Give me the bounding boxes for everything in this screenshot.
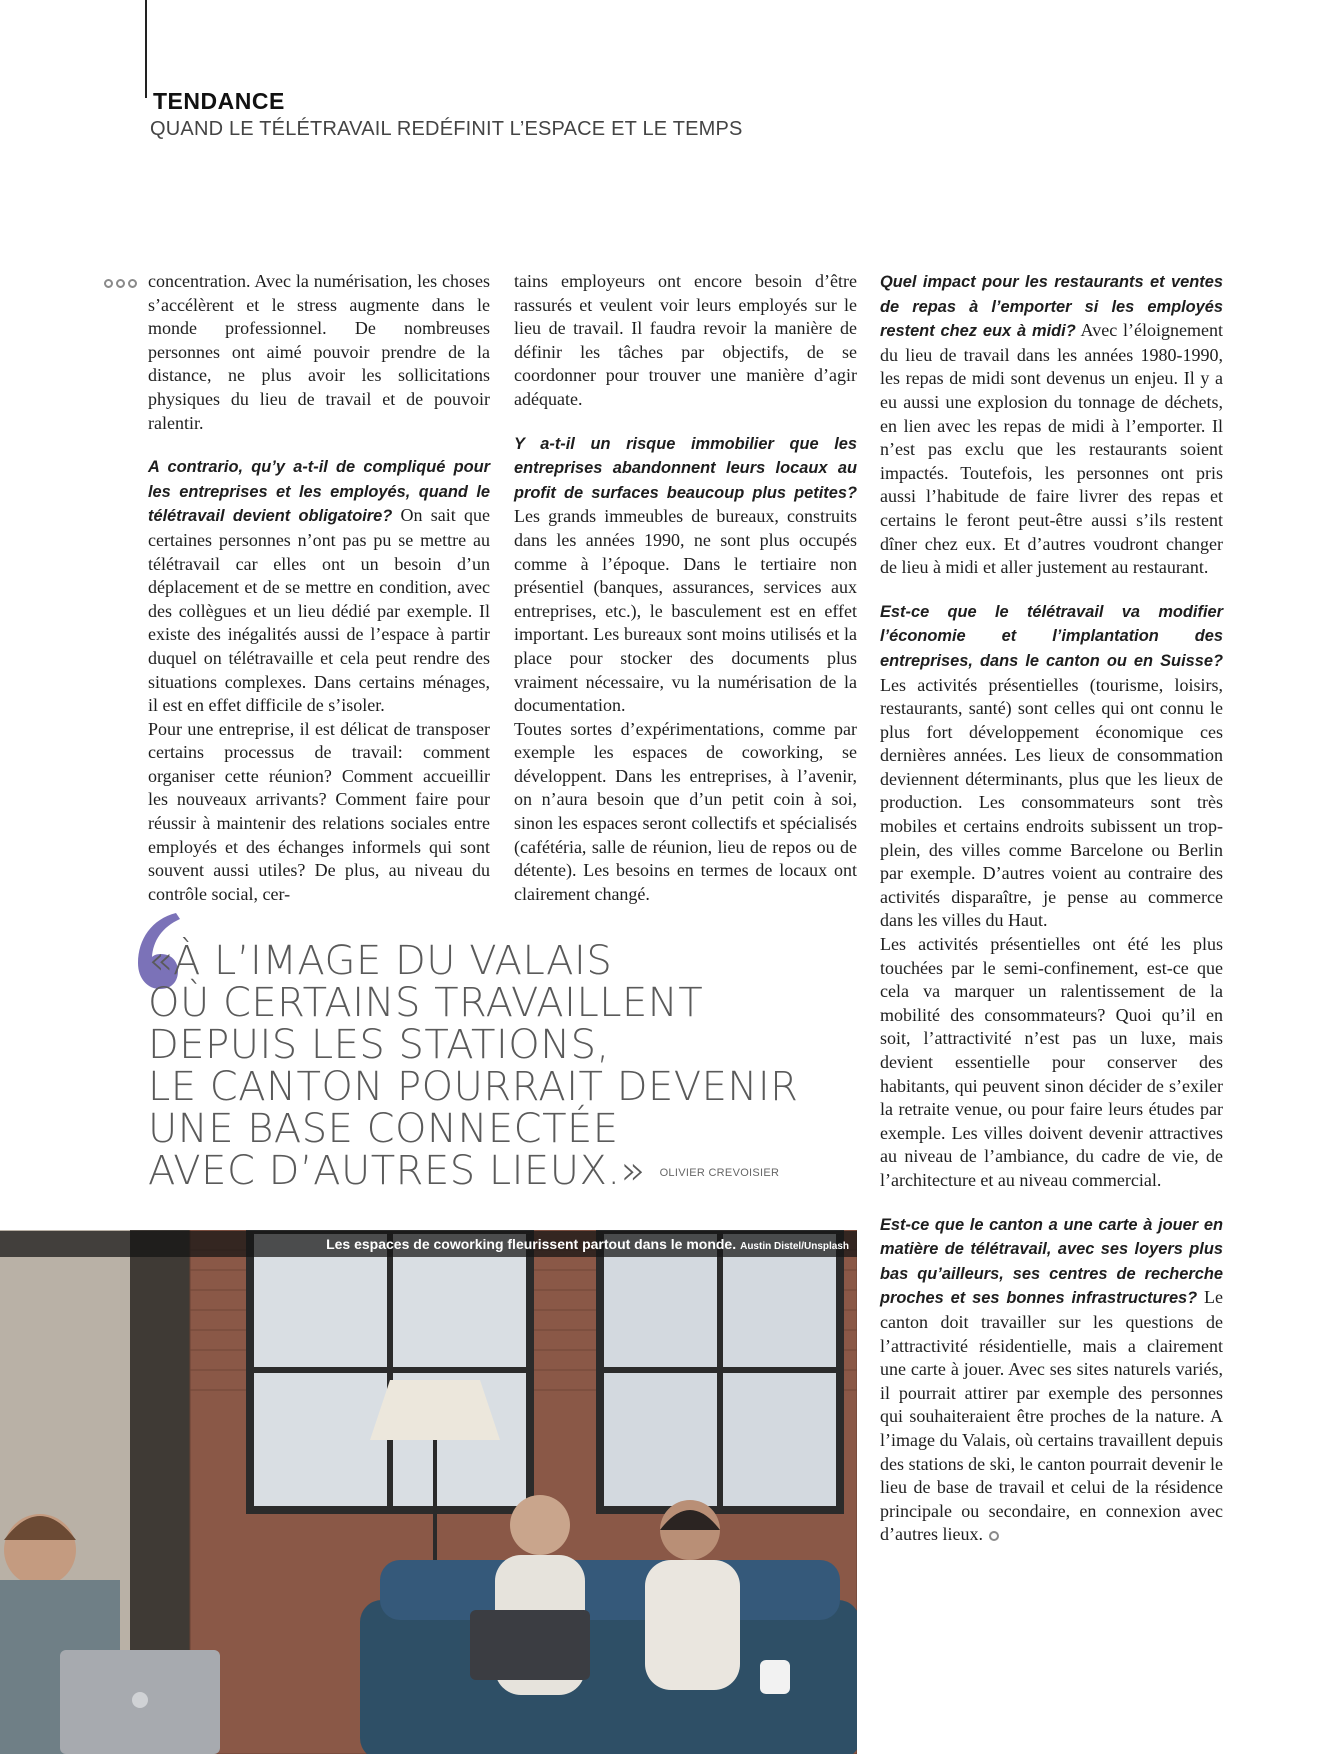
article-column-1 xyxy=(148,270,490,906)
continuation-dots-icon xyxy=(104,279,137,288)
pull-quote-author: OLIVIER CREVOISIER xyxy=(659,1167,780,1179)
qa-block xyxy=(880,1213,1223,1547)
section-kicker: TENDANCE xyxy=(153,88,285,114)
pull-quote-line: LE CANTON POURRAIT DEVENIR xyxy=(148,1064,799,1110)
interview-answer: Avec l’éloignement du lieu de travail dans les années 1980-1990, les repas de midi sont devenus un enjeu. Il y a eu aussi une explosion du tonnage de déchets, en lien avec les repas de midi à l’emporter. Il n’est pas exclu que les restaurants soient impactés. Toutefois, les personnes ont pris aussi l’habitude de faire livrer des repas et certains le feront peut-être aussi s’ils restent dîner chez eux. Et d’autres voudront changer de lieu à midi et aller justement au restaurant. xyxy=(880,320,1224,578)
interview-answer: Le canton doit travailler sur les questions de l’attractivité résidentielle, mais a clairement une carte à jouer. Avec ses sites naturels variés, il pourrait attirer par exemple des personnes qui souhaiteraient être proches de la nature. A l’image du Valais, où certains travaillent depuis des stations de ski, le canton pourrait devenir le lieu de base de travail et celui de la résidence principale ou secondaire, en connexion avec d’autres lieux. xyxy=(880,1287,1223,1545)
interview-question: Est-ce que le télétravail va modifier l’économie et l’implantation des entreprises, dans le canton ou en Suisse? xyxy=(880,602,1223,670)
pull-quote-text: AVEC D’AUTRES LIEUX.» xyxy=(148,1148,646,1194)
end-mark-icon xyxy=(989,1531,999,1541)
photo-illustration xyxy=(0,1230,857,1754)
qa-block xyxy=(514,432,857,718)
interview-question: Y a-t-il un risque immobilier que les entreprises abandonnent leurs locaux au profit de surfaces beaucoup plus petites? xyxy=(514,434,857,502)
interview-answer: Les activités présentielles (tourisme, loisirs, restaurants, santé) sont celles qui ont connu le plus fort développement économique ces dernières années. Les lieux de consommation deviennent déterminants, plus que les lieux de production. Les consommateurs sont très mobiles et certains endroits subissent un trop-plein, des villes comme Barcelone ou Berlin par exemple. D’autres voient au contraire des activités disparaître, je pense au commerce dans les villes du Haut. xyxy=(880,674,1223,931)
header-rule xyxy=(145,0,147,98)
photo-caption xyxy=(0,1231,857,1257)
interview-question: A contrario, qu’y a-t-il de compliqué pour les entreprises et les employés, quand le télétravail devient obligatoire? xyxy=(148,458,490,526)
qa-block xyxy=(148,455,490,718)
caption-text: Les espaces de coworking fleurissent partout dans le monde. xyxy=(326,1236,737,1252)
qa-block xyxy=(880,270,1223,580)
interview-question: Quel impact pour les restaurants et ventes de repas à l’emporter si les employés restent chez eux à midi? xyxy=(880,273,1223,341)
paragraph: tains employeurs ont encore besoin d’être rassurés et veulent voir leurs employés sur le lieu de travail. Il faudra revoir la manière de définir les tâches par objectifs, de se coordonner pour trouver une manière d’agir adéquate. xyxy=(514,271,857,409)
interview-answer: Les grands immeubles de bureaux, construits dans les années 1990, ne sont plus occupés comme à l’époque. Dans le tertiaire non présentiel (banques, assurances, services aux entreprises, etc.), le basculement est en effet important. Les bureaux sont moins utilisés et la place pour stocker des documents plus vraiment nécessaire, vu la numérisation de la documentation. xyxy=(514,506,857,716)
pull-quote-line-last xyxy=(148,1150,848,1194)
paragraph: concentration. Avec la numérisation, les choses s’accélèrent et le stress augmente dans le monde professionnel. De nombreuses personnes ont aimé pouvoir prendre de la distance, ne plus avoir les sollicitations physiques du lieu de travail et de pouvoir ralentir. xyxy=(148,271,490,433)
article-subtitle: QUAND LE TÉLÉTRAVAIL REDÉFINIT L’ESPACE ET LE TEMPS xyxy=(150,118,743,140)
interview-answer: On sait que certaines personnes n’ont pas pu se mettre au télétravail car elles ont un besoin d’un déplacement et de se mettre en condition, avec des collègues et un lieu dédié par exemple. Il existe des inégalités aussi de l’espace à partir duquel on télétravaille et cela peut rendre des situations complexes. Dans certains ménages, il est en effet difficile de s’isoler. xyxy=(148,505,490,716)
interview-question: Est-ce que le canton a une carte à jouer en matière de télétravail, avec ses loyers plus bas qu’ailleurs, ses centres de recherche proches et ses bonnes infrastructures? xyxy=(880,1215,1223,1308)
paragraph: Toutes sortes d’expérimentations, comme par exemple les espaces de coworking, se développent. Dans les entreprises, à l’avenir, on n’aura besoin que d’un petit coin à soi, sinon les espaces seront collectifs et spécialisés (cafétéria, salle de réunion, lieu de repos ou de détente). Les besoins en termes de locaux ont clairement changé. xyxy=(514,718,857,904)
coworking-photo xyxy=(0,1230,857,1754)
qa-block xyxy=(880,600,1223,933)
article-column-2 xyxy=(514,270,857,906)
pull-quote-line: UNE BASE CONNECTÉE xyxy=(148,1106,619,1152)
paragraph: Les activités présentielles ont été les plus touchées par le semi-confinement, est-ce que cela va marquer un ralentissement de la mobilité des consommateurs? Quoi qu’il en soit, l’attractivité n’est pas un luxe, mais devient essentielle pour conserver des habitants, qui peuvent sinon décider de s’exiler la retraite venue, ou pour faire leurs études par exemple. Les villes doivent devenir attractives au niveau de l’ambiance, du cadre de vie, de l’architecture et au niveau commercial. xyxy=(880,934,1223,1190)
photo-credit: Austin Distel/Unsplash xyxy=(740,1241,849,1252)
pull-quote-line: «À L’IMAGE DU VALAIS xyxy=(148,938,613,984)
pull-quote-line: DEPUIS LES STATIONS, xyxy=(148,1022,610,1068)
pull-quote xyxy=(148,940,848,1194)
pull-quote-line: OÙ CERTAINS TRAVAILLENT xyxy=(148,980,704,1026)
article-column-3 xyxy=(880,270,1223,1547)
paragraph: Pour une entreprise, il est délicat de transposer certains processus de travail: comment organiser cette réunion? Comment accueillir les nouveaux arrivants? Comment faire pour réussir à maintenir des relations sociales entre employés et des échanges informels qui sont souvent aussi utiles? De plus, au niveau du contrôle social, cer- xyxy=(148,718,490,904)
